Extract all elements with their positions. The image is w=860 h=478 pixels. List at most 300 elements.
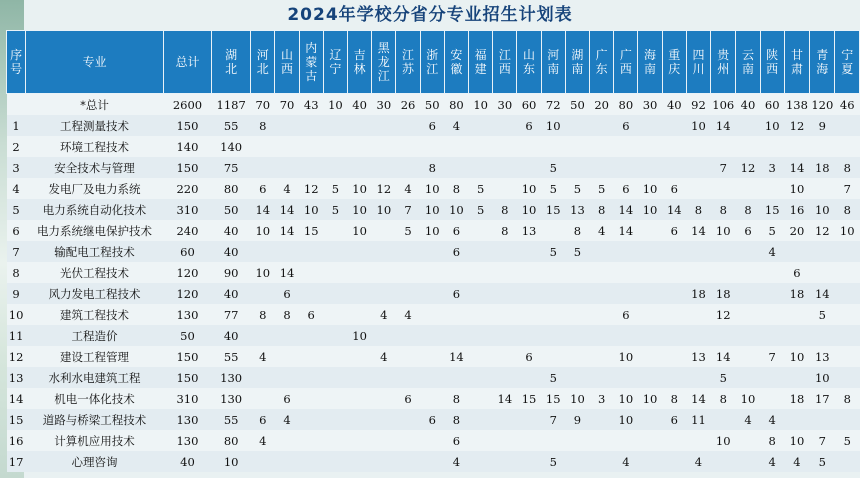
province-quota	[299, 283, 323, 304]
province-quota	[686, 304, 710, 325]
header-province: 浙江	[420, 31, 444, 94]
province-quota: 10	[348, 220, 372, 241]
province-quota: 4	[372, 346, 396, 367]
province-quota: 10	[541, 115, 565, 136]
province-quota: 8	[686, 199, 710, 220]
province-quota	[493, 346, 517, 367]
province-quota	[299, 430, 323, 451]
province-quota: 4	[760, 409, 784, 430]
province-quota	[590, 115, 614, 136]
table-row	[7, 283, 860, 304]
province-quota	[517, 136, 541, 157]
header-province: 江西	[493, 31, 517, 94]
province-quota: 8	[736, 199, 760, 220]
province-quota	[469, 346, 493, 367]
province-quota	[396, 262, 420, 283]
header-province: 海南	[638, 31, 662, 94]
province-quota	[372, 430, 396, 451]
province-quota	[517, 262, 541, 283]
province-quota: 10	[686, 115, 710, 136]
province-quota	[565, 157, 589, 178]
province-quota	[662, 325, 686, 346]
province-quota: 14	[711, 346, 736, 367]
province-quota	[736, 283, 760, 304]
province-quota: 5	[469, 199, 493, 220]
major-name: 电力系统继电保护技术	[26, 220, 164, 241]
province-quota	[590, 262, 614, 283]
province-quota: 4	[251, 430, 275, 451]
province-quota: 8	[444, 388, 468, 409]
province-quota: 10	[810, 199, 835, 220]
row-index: 4	[7, 178, 26, 199]
province-quota	[638, 367, 662, 388]
province-quota: 20	[784, 220, 809, 241]
province-quota: 10	[372, 199, 396, 220]
province-quota: 10	[469, 94, 493, 116]
province-quota: 8	[590, 199, 614, 220]
province-quota	[760, 325, 784, 346]
province-quota: 6	[251, 178, 275, 199]
province-quota	[251, 157, 275, 178]
province-quota	[396, 241, 420, 262]
province-quota: 14	[784, 157, 809, 178]
province-quota	[760, 262, 784, 283]
province-quota: 10	[348, 325, 372, 346]
province-quota	[493, 409, 517, 430]
province-quota	[638, 283, 662, 304]
province-quota: 12	[736, 157, 760, 178]
province-quota: 7	[760, 346, 784, 367]
province-quota: 5	[323, 199, 347, 220]
province-quota: 11	[686, 409, 710, 430]
province-quota: 12	[299, 178, 323, 199]
province-quota	[835, 136, 860, 157]
province-quota	[590, 346, 614, 367]
province-quota: 10	[565, 388, 589, 409]
province-quota	[420, 241, 444, 262]
province-quota	[251, 388, 275, 409]
province-quota	[590, 283, 614, 304]
province-quota	[614, 325, 638, 346]
province-quota	[517, 283, 541, 304]
province-quota: 6	[396, 388, 420, 409]
province-quota	[348, 409, 372, 430]
province-quota: 10	[638, 178, 662, 199]
province-quota	[348, 367, 372, 388]
header-province: 甘肃	[784, 31, 809, 94]
province-quota	[638, 115, 662, 136]
province-quota: 10	[614, 388, 638, 409]
province-quota: 5	[541, 178, 565, 199]
province-quota: 40	[212, 283, 251, 304]
province-quota	[299, 262, 323, 283]
row-total: 220	[163, 178, 211, 199]
province-quota	[299, 115, 323, 136]
major-name: 风力发电工程技术	[26, 283, 164, 304]
province-quota	[541, 346, 565, 367]
province-quota: 6	[662, 409, 686, 430]
province-quota: 14	[662, 199, 686, 220]
province-quota: 5	[835, 430, 860, 451]
province-quota	[835, 304, 860, 325]
province-quota: 10	[212, 451, 251, 472]
province-quota: 15	[299, 220, 323, 241]
row-index: 7	[7, 241, 26, 262]
province-quota	[565, 451, 589, 472]
province-quota: 5	[711, 367, 736, 388]
province-quota: 4	[372, 304, 396, 325]
major-name: 工程造价	[26, 325, 164, 346]
province-quota	[251, 367, 275, 388]
province-quota	[469, 262, 493, 283]
row-total: 120	[163, 262, 211, 283]
province-quota	[835, 325, 860, 346]
province-quota: 10	[323, 94, 347, 116]
province-quota	[348, 388, 372, 409]
province-quota: 10	[711, 220, 736, 241]
province-quota	[638, 409, 662, 430]
province-quota: 40	[662, 94, 686, 116]
province-quota: 14	[614, 220, 638, 241]
province-quota	[299, 325, 323, 346]
major-name: 道路与桥梁工程技术	[26, 409, 164, 430]
province-quota	[444, 157, 468, 178]
province-quota: 8	[711, 199, 736, 220]
province-quota: 10	[420, 220, 444, 241]
major-name: *总计	[26, 94, 164, 116]
province-quota	[638, 220, 662, 241]
province-quota: 10	[784, 178, 809, 199]
province-quota: 10	[784, 430, 809, 451]
province-quota	[372, 220, 396, 241]
province-quota	[662, 304, 686, 325]
province-quota: 13	[810, 346, 835, 367]
province-quota: 5	[396, 220, 420, 241]
province-quota	[420, 451, 444, 472]
province-quota	[760, 136, 784, 157]
major-name: 输配电工程技术	[26, 241, 164, 262]
province-quota: 130	[212, 367, 251, 388]
province-quota	[323, 157, 347, 178]
province-quota	[493, 178, 517, 199]
province-quota	[810, 409, 835, 430]
province-quota: 43	[299, 94, 323, 116]
province-quota	[372, 136, 396, 157]
province-quota	[662, 283, 686, 304]
province-quota	[323, 304, 347, 325]
province-quota	[590, 157, 614, 178]
province-quota	[784, 409, 809, 430]
province-quota	[736, 367, 760, 388]
province-quota	[323, 115, 347, 136]
row-total: 120	[163, 283, 211, 304]
table-row	[7, 220, 860, 241]
province-quota: 40	[212, 220, 251, 241]
province-quota	[348, 262, 372, 283]
province-quota: 12	[784, 115, 809, 136]
province-quota	[372, 157, 396, 178]
header-province: 辽宁	[323, 31, 347, 94]
province-quota	[517, 430, 541, 451]
province-quota: 26	[396, 94, 420, 116]
province-quota: 14	[493, 388, 517, 409]
province-quota: 4	[760, 241, 784, 262]
province-quota	[275, 136, 299, 157]
row-index: 16	[7, 430, 26, 451]
province-quota	[662, 241, 686, 262]
province-quota	[541, 262, 565, 283]
province-quota	[638, 136, 662, 157]
province-quota: 18	[784, 283, 809, 304]
province-quota: 16	[784, 199, 809, 220]
province-quota: 10	[736, 388, 760, 409]
province-quota: 55	[212, 409, 251, 430]
province-quota	[541, 304, 565, 325]
province-quota	[275, 346, 299, 367]
province-quota: 12	[810, 220, 835, 241]
province-quota: 10	[760, 115, 784, 136]
province-quota	[835, 367, 860, 388]
province-quota	[469, 220, 493, 241]
province-quota: 10	[444, 199, 468, 220]
province-quota: 18	[810, 157, 835, 178]
province-quota: 8	[251, 115, 275, 136]
row-total: 310	[163, 199, 211, 220]
province-quota: 40	[212, 241, 251, 262]
province-quota	[299, 367, 323, 388]
province-quota	[565, 367, 589, 388]
table-row	[7, 178, 860, 199]
province-quota: 14	[275, 220, 299, 241]
province-quota	[517, 304, 541, 325]
province-quota: 75	[212, 157, 251, 178]
province-quota	[251, 451, 275, 472]
row-index: 14	[7, 388, 26, 409]
province-quota: 80	[212, 178, 251, 199]
province-quota: 13	[517, 220, 541, 241]
major-name: 建设工程管理	[26, 346, 164, 367]
province-quota	[614, 430, 638, 451]
province-quota: 6	[444, 283, 468, 304]
province-quota	[493, 115, 517, 136]
province-quota	[372, 367, 396, 388]
table-row	[7, 325, 860, 346]
header-province: 河南	[541, 31, 565, 94]
province-quota	[469, 241, 493, 262]
province-quota: 14	[686, 388, 710, 409]
province-quota	[711, 241, 736, 262]
province-quota: 80	[614, 94, 638, 116]
province-quota: 5	[760, 220, 784, 241]
row-total: 40	[163, 451, 211, 472]
row-index: 8	[7, 262, 26, 283]
table-row	[7, 115, 860, 136]
row-total: 60	[163, 241, 211, 262]
province-quota	[810, 262, 835, 283]
province-quota: 6	[420, 409, 444, 430]
row-index: 10	[7, 304, 26, 325]
province-quota	[420, 325, 444, 346]
major-name: 水利水电建筑工程	[26, 367, 164, 388]
province-quota	[469, 304, 493, 325]
table-row	[7, 409, 860, 430]
table-row	[7, 430, 860, 451]
header-province: 福建	[469, 31, 493, 94]
table-row	[7, 304, 860, 325]
province-quota	[614, 367, 638, 388]
province-quota: 20	[590, 94, 614, 116]
province-quota: 4	[444, 451, 468, 472]
province-quota	[323, 136, 347, 157]
province-quota	[469, 283, 493, 304]
province-quota	[784, 367, 809, 388]
province-quota	[348, 283, 372, 304]
province-quota: 5	[541, 451, 565, 472]
province-quota: 30	[493, 94, 517, 116]
province-quota: 120	[810, 94, 835, 116]
province-quota	[420, 136, 444, 157]
province-quota: 6	[736, 220, 760, 241]
row-index: 2	[7, 136, 26, 157]
province-quota: 4	[444, 115, 468, 136]
province-quota: 10	[614, 346, 638, 367]
row-index: 3	[7, 157, 26, 178]
row-total: 150	[163, 115, 211, 136]
province-quota	[493, 451, 517, 472]
province-quota: 30	[372, 94, 396, 116]
province-quota	[323, 241, 347, 262]
province-quota: 7	[396, 199, 420, 220]
province-quota	[299, 451, 323, 472]
province-quota: 6	[444, 220, 468, 241]
province-quota	[835, 451, 860, 472]
province-quota	[493, 241, 517, 262]
province-quota: 9	[565, 409, 589, 430]
province-quota	[590, 409, 614, 430]
province-quota: 10	[348, 199, 372, 220]
province-quota	[299, 388, 323, 409]
province-quota	[614, 157, 638, 178]
header-province: 江苏	[396, 31, 420, 94]
province-quota: 6	[444, 241, 468, 262]
row-total: 140	[163, 136, 211, 157]
province-quota	[711, 325, 736, 346]
province-quota: 30	[638, 94, 662, 116]
province-quota	[323, 409, 347, 430]
province-quota: 14	[275, 199, 299, 220]
row-index: 12	[7, 346, 26, 367]
province-quota	[541, 430, 565, 451]
province-quota	[275, 241, 299, 262]
province-quota	[469, 115, 493, 136]
header-province: 贵州	[711, 31, 736, 94]
province-quota	[686, 157, 710, 178]
province-quota	[469, 451, 493, 472]
table-row	[7, 262, 860, 283]
province-quota: 5	[541, 157, 565, 178]
header-province: 云南	[736, 31, 760, 94]
header-province: 湖北	[212, 31, 251, 94]
province-quota: 6	[299, 304, 323, 325]
province-quota: 10	[784, 346, 809, 367]
major-name: 计算机应用技术	[26, 430, 164, 451]
province-quota	[275, 451, 299, 472]
province-quota: 9	[810, 115, 835, 136]
province-quota	[541, 136, 565, 157]
province-quota: 15	[517, 388, 541, 409]
province-quota	[323, 346, 347, 367]
header-province: 青海	[810, 31, 835, 94]
province-quota	[638, 304, 662, 325]
province-quota	[348, 115, 372, 136]
province-quota	[372, 409, 396, 430]
province-quota	[275, 115, 299, 136]
header-province: 广东	[590, 31, 614, 94]
province-quota	[565, 346, 589, 367]
province-quota	[420, 388, 444, 409]
table-row	[7, 388, 860, 409]
province-quota	[348, 346, 372, 367]
province-quota	[835, 283, 860, 304]
province-quota: 4	[275, 178, 299, 199]
province-quota	[736, 304, 760, 325]
province-quota: 6	[275, 283, 299, 304]
header-index: 序号	[7, 31, 26, 94]
province-quota: 77	[212, 304, 251, 325]
province-quota	[565, 262, 589, 283]
province-quota	[736, 262, 760, 283]
header-province: 内蒙古	[299, 31, 323, 94]
province-quota: 8	[760, 430, 784, 451]
province-quota	[251, 136, 275, 157]
province-quota	[541, 325, 565, 346]
province-quota	[541, 283, 565, 304]
province-quota	[784, 241, 809, 262]
province-quota: 130	[212, 388, 251, 409]
row-total: 130	[163, 409, 211, 430]
province-quota	[323, 262, 347, 283]
province-quota	[590, 451, 614, 472]
enrollment-plan-table	[6, 30, 860, 472]
province-quota: 50	[565, 94, 589, 116]
province-quota	[760, 283, 784, 304]
province-quota: 18	[711, 283, 736, 304]
province-quota	[420, 430, 444, 451]
province-quota: 80	[212, 430, 251, 451]
province-quota	[493, 262, 517, 283]
province-quota	[469, 430, 493, 451]
province-quota: 5	[323, 178, 347, 199]
province-quota: 7	[835, 178, 860, 199]
header-province: 河北	[251, 31, 275, 94]
province-quota	[323, 283, 347, 304]
province-quota	[469, 388, 493, 409]
province-quota: 10	[711, 430, 736, 451]
major-name: 发电厂及电力系统	[26, 178, 164, 199]
province-quota	[614, 241, 638, 262]
province-quota	[590, 325, 614, 346]
province-quota	[638, 241, 662, 262]
province-quota: 6	[251, 409, 275, 430]
province-quota	[275, 325, 299, 346]
row-index: 11	[7, 325, 26, 346]
province-quota	[784, 304, 809, 325]
province-quota	[590, 304, 614, 325]
province-quota	[323, 451, 347, 472]
province-quota	[614, 136, 638, 157]
header-province: 陕西	[760, 31, 784, 94]
province-quota: 4	[590, 220, 614, 241]
